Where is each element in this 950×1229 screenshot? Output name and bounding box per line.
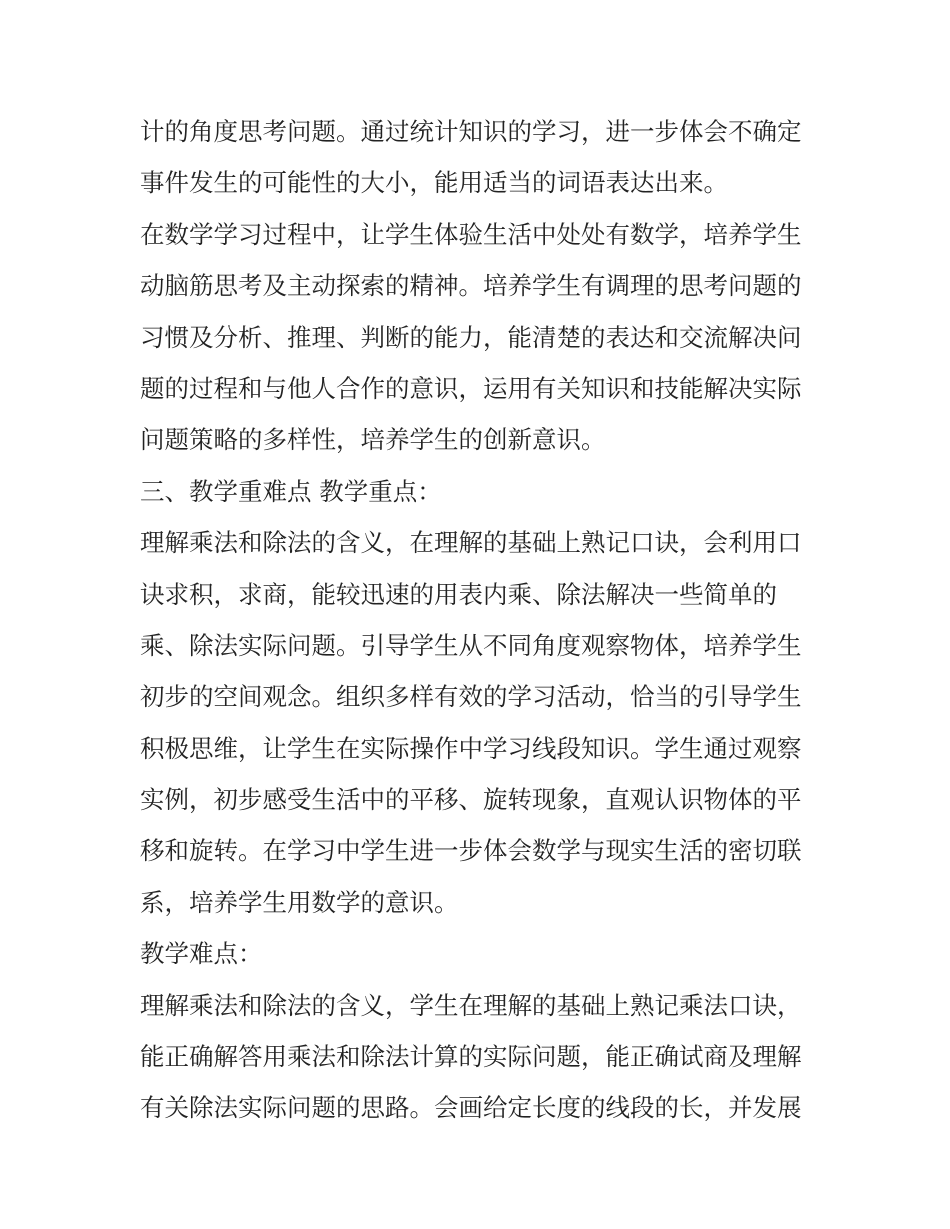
- text-line: 问题策略的多样性，培养学生的创新意识。: [140, 425, 606, 455]
- text-line: 在数学学习过程中，让学生体验生活中处处有数学，培养学生: [140, 219, 802, 249]
- section-heading: 三、教学重难点 教学重点：: [140, 476, 442, 506]
- body-text: [140, 106, 820, 1134]
- text-line: 动脑筋思考及主动探索的精神。培养学生有调理的思考问题的: [140, 271, 802, 301]
- text-line: 计的角度思考问题。通过统计知识的学习，进一步体会不确定: [140, 117, 802, 146]
- text-line: 实例，初步感受生活中的平移、旋转现象，直观认识物体的平: [140, 785, 802, 815]
- text-line: 乘、除法实际问题。引导学生从不同角度观察物体，培养学生: [140, 630, 802, 660]
- text-line: 诀求积，求商，能较迅速的用表内乘、除法解决一些简单的: [140, 579, 777, 609]
- text-line: 理解乘法和除法的含义，学生在理解的基础上熟记乘法口诀，: [140, 990, 802, 1020]
- text-line: 能正确解答用乘法和除法计算的实际问题，能正确试商及理解: [140, 1042, 802, 1072]
- text-line: 系，培养学生用数学的意识。: [140, 887, 459, 917]
- subsection-heading: 教学难点：: [140, 939, 263, 969]
- text-line: 有关除法实际问题的思路。会画给定长度的线段的长，并发展: [140, 1093, 802, 1123]
- text-line: 题的过程和与他人合作的意识，运用有关知识和技能解决实际: [140, 373, 802, 403]
- text-line: 移和旋转。在学习中学生进一步体会数学与现实生活的密切联: [140, 836, 802, 866]
- text-line: 理解乘法和除法的含义，在理解的基础上熟记口诀，会利用口: [140, 528, 802, 558]
- text-line: 事件发生的可能性的大小，能用适当的词语表达出来。: [140, 168, 728, 198]
- text-line: 初步的空间观念。组织多样有效的学习活动，恰当的引导学生: [140, 682, 802, 712]
- text-line: 积极思维，让学生在实际操作中学习线段知识。学生通过观察: [140, 733, 802, 763]
- text-line: 习惯及分析、推理、判断的能力，能清楚的表达和交流解决问: [140, 322, 802, 352]
